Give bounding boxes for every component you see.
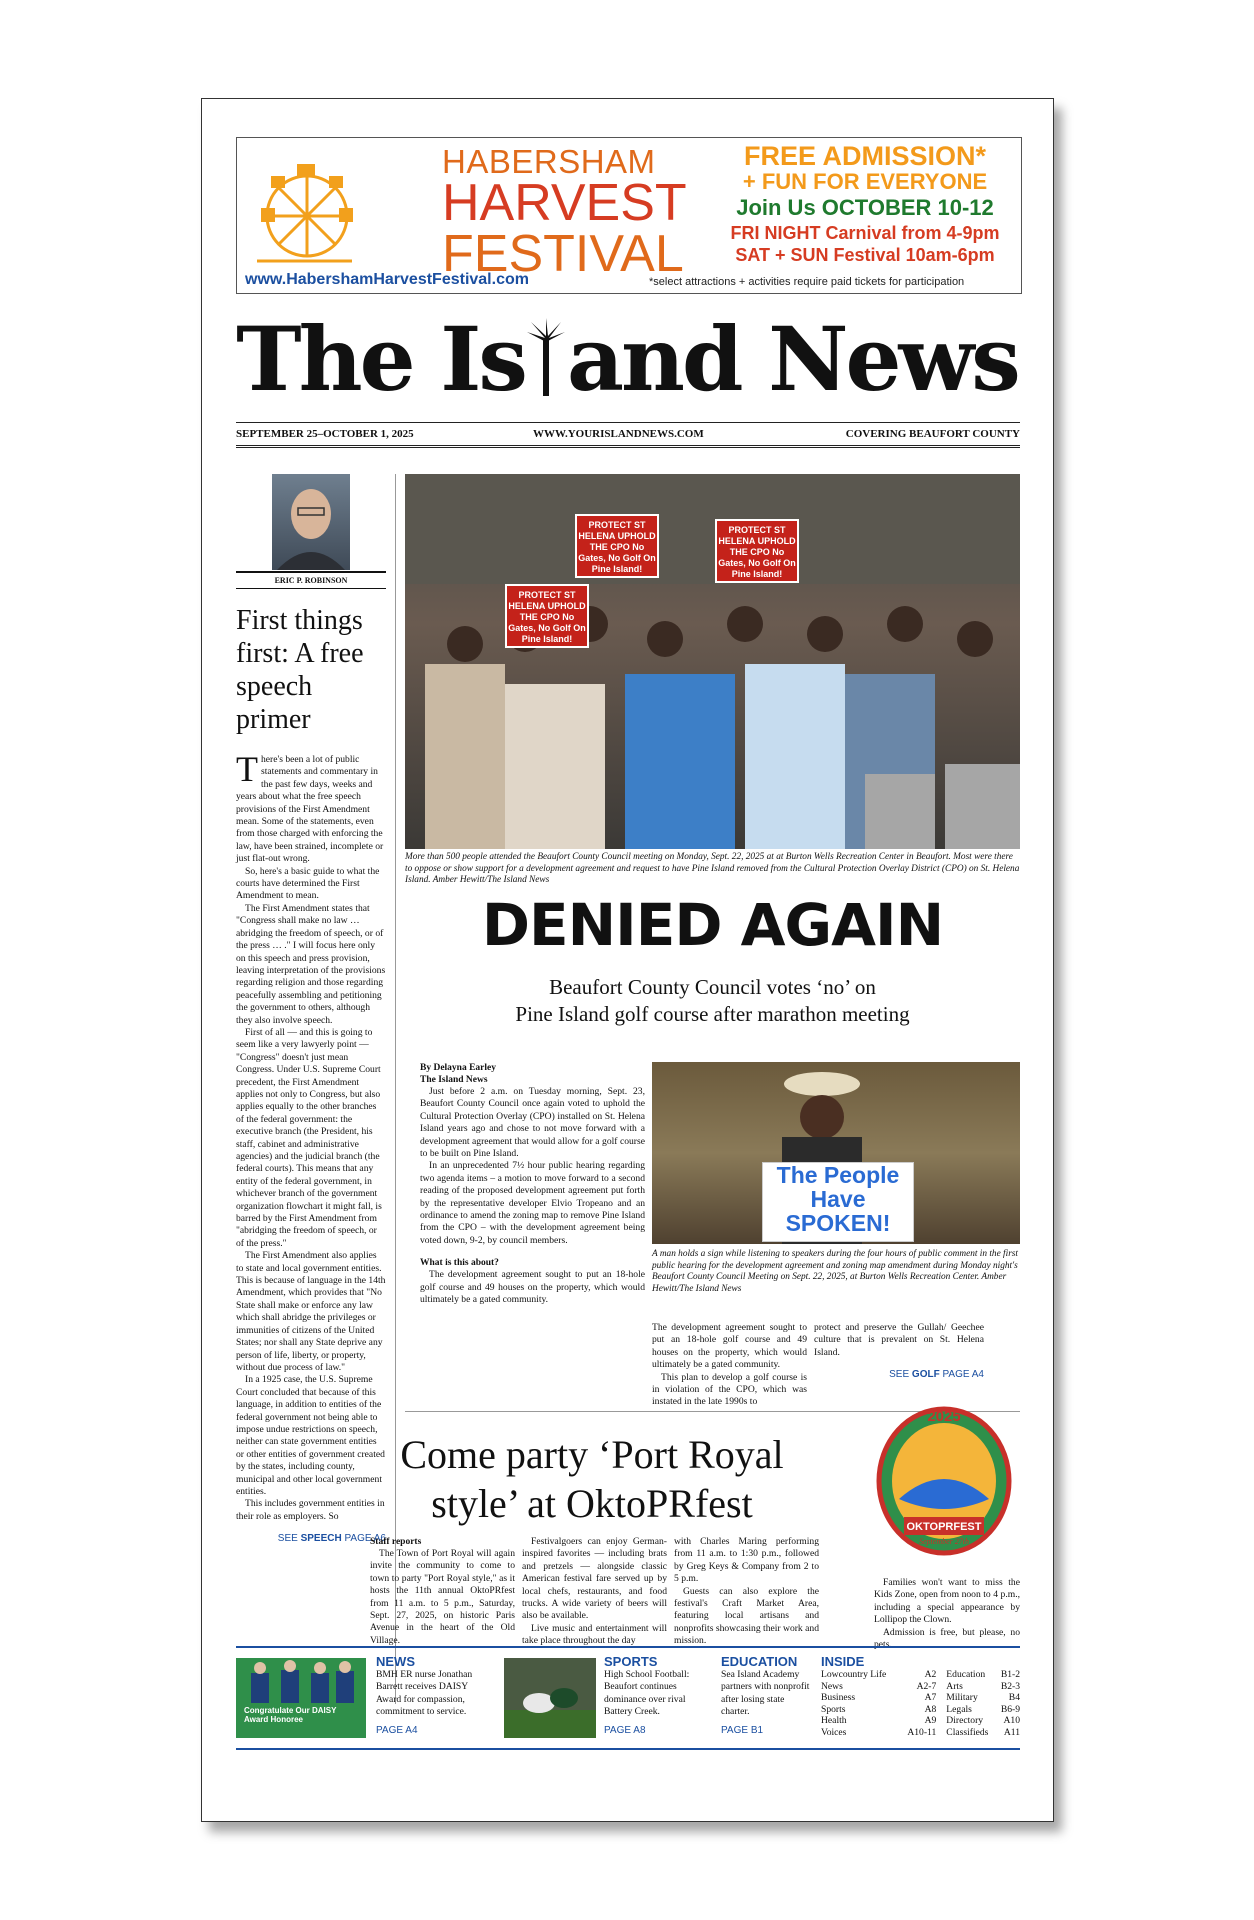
sign-text: SPOKEN!	[785, 1210, 891, 1236]
sign-photo[interactable]	[652, 1062, 1020, 1244]
inside-table	[821, 1669, 1020, 1738]
palmetto-tree-icon	[525, 318, 567, 396]
coverage-text: COVERING BEAUFORT COUNTY	[845, 428, 1020, 440]
column-paragraph: here's been a lot of public statements and commentary in the past few days, weeks and years about what the free speech provisions of the First Amendment mean. Some of the statements, even from those charged with enforcing the law, have been strained, incomplete or just flat-out wrong.	[236, 754, 384, 865]
education-heading: EDUCATION	[721, 1654, 798, 1669]
education-page-link[interactable]: PAGE B1	[721, 1724, 764, 1736]
award-group-icon	[236, 1658, 366, 1738]
sports-teaser[interactable]	[604, 1654, 714, 1736]
inside-section[interactable]: Arts	[946, 1680, 963, 1692]
inside-row	[821, 1704, 1020, 1716]
see-speech-link[interactable]: SEE SPEECH PAGE A6	[277, 1533, 386, 1545]
inside-index	[821, 1654, 1020, 1738]
story-paragraph: In an unprecedented 7½ hour public hearing regarding two agenda items – a motion to move forward to a second reading of the proposed development agreement put forth by the representative developer Elvio Tropeano and an ordinance to amend the zoning map to remove Pine Island from the CPO – with the development agreement being voted down, 9-2, by council members.	[420, 1160, 645, 1246]
inside-section[interactable]: Directory	[946, 1715, 984, 1726]
author-photo	[272, 474, 350, 570]
inside-page: B6-9	[1000, 1703, 1020, 1715]
inside-page: B4	[1008, 1692, 1020, 1703]
inside-row	[821, 1669, 1020, 1681]
weekend-hours-text: SAT + SUN Festival 10am-6pm	[735, 245, 995, 265]
masthead-title-part2: and News	[566, 307, 1018, 411]
story-paragraph: Just before 2 a.m. on Tuesday morning, Sept. 23, Beaufort County Council once again voted to uphold the Cultural Protection Overlay (CPO) installed on St. Helena Island years ago and chose to not move forward with a development agreement that would allow for a golf course to be built on Pine Island.	[420, 1086, 645, 1160]
inside-section[interactable]: Education	[946, 1669, 986, 1680]
fun-text: + FUN FOR EVERYONE	[742, 169, 988, 194]
column-paragraph: First of all — and this is going to seem like a very lawyerly point — "Congress" doesn't just mean Congress. Under U.S. Supreme Court precedent, the First Amendment applies not only to Congress, but also applies equally to the other branches of the federal government: the executive branch (the President, his staff, cabinet and administrative agencies) and the judicial branch (the federal courts). This means that any entity of the federal government, in whichever branch of the government organization flowchart it might fall, is barred by the First Amendment from "abridging the freedom of speech, or of the press."	[236, 1026, 382, 1249]
newspaper-front-page	[201, 98, 1054, 1822]
festival-url-link[interactable]: www.HabershamHarvestFestival.com	[245, 271, 529, 288]
inside-section[interactable]: Sports	[821, 1703, 846, 1715]
section-index-strip	[236, 1646, 1020, 1750]
story-subhead: What is this about?	[420, 1258, 499, 1269]
oktoprfest-col2	[522, 1536, 667, 1648]
news-teaser[interactable]	[376, 1654, 486, 1736]
festival-details	[715, 142, 1015, 266]
news-photo-banner: Congratulate Our DAISY Award Honoree	[244, 1706, 337, 1724]
column-body	[236, 749, 386, 1546]
byline-outlet: The Island News	[420, 1075, 488, 1085]
masthead-title	[232, 309, 1022, 409]
lead-subhead-line: Beaufort County Council votes ‘no’ on	[549, 975, 876, 999]
sign-photo-caption: A man holds a sign while listening to speakers during the four hours of public comment in the first public hearing for the development agreement and zoning map amendment during Monday night's Beaufort County Council Meeting on Sept. 22, 2025, at Burton Wells Recreation Center. Amber Hewitt/The Island News	[652, 1249, 1019, 1294]
festival-title	[442, 143, 687, 284]
column-paragraph: In a 1925 case, the U.S. Supreme Court concluded that because of this language, in addition to entities of the federal government not being able to impose undue restrictions on speech, neither can state government entities or other entities of government created by the states, including county, municipal and other local government entities.	[236, 1374, 385, 1497]
logo-name: OKTOPRFEST	[906, 1521, 982, 1533]
news-page-link[interactable]: PAGE A4	[376, 1724, 418, 1736]
inside-page: B1-2	[1000, 1669, 1020, 1680]
inside-section[interactable]: Business	[821, 1692, 856, 1703]
issue-date: SEPTEMBER 25–OCTOBER 1, 2025	[236, 428, 414, 440]
news-photo[interactable]	[236, 1658, 366, 1738]
education-teaser-text: Sea Island Academy partners with nonprofit after losing state charter.	[721, 1669, 810, 1718]
logo-date: September 27th	[919, 1537, 969, 1546]
logo-year: 2025	[927, 1408, 961, 1425]
author-name: ERIC P. ROBINSON	[236, 571, 386, 589]
oktoprfest-col3	[674, 1536, 819, 1648]
story-paragraph: Admission is free, but please, no pets.	[874, 1626, 1020, 1651]
inside-heading: INSIDE	[821, 1654, 865, 1669]
column-paragraph: This includes government entities in their role as employers. So	[236, 1498, 385, 1522]
people-have-spoken-sign	[762, 1162, 914, 1242]
sports-page-link[interactable]: PAGE A8	[604, 1724, 646, 1736]
website-link[interactable]: WWW.YOURISLANDNEWS.COM	[533, 428, 704, 440]
story-paragraph: The development agreement sought to put an 18-hole golf course and 49 houses on the property, which would ultimately be a gated community.	[652, 1322, 807, 1371]
inside-section[interactable]: Legals	[946, 1703, 972, 1715]
lead-subhead	[405, 974, 1020, 1028]
inside-row	[821, 1727, 1020, 1739]
lead-story-col3	[814, 1322, 984, 1382]
story-paragraph: Live music and entertainment will take place throughout the day	[522, 1622, 667, 1647]
inside-section[interactable]: Voices	[821, 1726, 847, 1738]
story-paragraph: The development agreement sought to put an 18-hole golf course and 49 houses on the property, which would ultimately be a gated community.	[420, 1269, 645, 1306]
festival-ad-banner[interactable]	[236, 137, 1022, 294]
inside-page: A2-7	[916, 1680, 937, 1692]
lead-story-col1	[420, 1062, 645, 1307]
inside-section[interactable]: Health	[821, 1715, 847, 1726]
inside-page: A10-11	[907, 1726, 937, 1738]
column-paragraph: The First Amendment also applies to state and local government entities. This is because of language in the 14th Amendment, which provides that "No State shall make or enforce any law which shall abridge the privileges or immunities of citizens of the United States; nor shall any State deprive any person of life, liberty, or property, without due process of law."	[236, 1250, 386, 1373]
inside-section[interactable]: News	[821, 1680, 843, 1692]
oktoprfest-headline[interactable]	[382, 1430, 802, 1528]
inside-row	[821, 1681, 1020, 1693]
author-portrait-icon	[272, 474, 350, 570]
story-paragraph: Guests can also explore the festival's Craft Market Area, featuring local artisans and nonprofits showcasing their work and mission.	[674, 1585, 819, 1647]
inside-page: B2-3	[1000, 1680, 1020, 1692]
inside-row	[821, 1692, 1020, 1704]
column-paragraph: The First Amendment states that "Congress shall make no law … abridging the freedom of speech, or of the press … ." I will focus here only on this speech and press provision, leaving interpretation of the provisions regarding religion and those regarding peacefully assembling and petitioning the government to others, although they also involve speech.	[236, 902, 386, 1026]
sports-heading: SPORTS	[604, 1654, 658, 1669]
crowd-illustration-icon	[405, 474, 1020, 849]
column-headline[interactable]: First things first: A free speech primer	[236, 605, 364, 735]
lead-photo-caption: More than 500 people attended the Beaufort County Council meeting on Monday, Sept. 22, 2025 at at Burton Wells Recreation Center in Beaufort. Most were there to oppose or show support for a development agreement and request to have Pine Island removed from the Cultural Protection Overlay District (CPO) on St. Helena Island. Amber Hewitt/The Island News	[405, 852, 1020, 885]
news-heading: NEWS	[376, 1654, 415, 1669]
sports-teaser-text: High School Football: Beaufort continues dominance over rival Battery Creek.	[604, 1669, 690, 1718]
oktoprfest-col4	[874, 1577, 1020, 1651]
ferris-wheel-logo-icon	[247, 146, 357, 266]
oktoprfest-logo-icon	[874, 1399, 1014, 1557]
news-teaser-text: BMH ER nurse Jonathan Barrett receives DAISY Award for compassion, commitment to service.	[376, 1669, 473, 1718]
protest-sign: PROTECT ST HELENA UPHOLD THE CPO No Gates, No Golf On Pine Island!	[505, 584, 589, 648]
inside-row	[821, 1715, 1020, 1727]
sports-photo[interactable]	[504, 1658, 596, 1738]
inside-page: A10	[1003, 1715, 1020, 1726]
festival-title-line2: HARVEST	[442, 174, 687, 233]
inside-page: A9	[924, 1715, 937, 1726]
masthead-title-part1: The Is	[236, 307, 525, 411]
oktoprfest-col1	[370, 1536, 515, 1647]
inside-page: A8	[924, 1703, 937, 1715]
free-admission-text: FREE ADMISSION*	[743, 141, 987, 171]
festival-title-line1: HABERSHAM	[442, 143, 656, 180]
lead-story-col2	[652, 1322, 807, 1409]
drop-cap: T	[236, 749, 258, 789]
story-paragraph: protect and preserve the Gullah/ Geechee culture that is prevalent on St. Helena Island.	[814, 1322, 984, 1358]
story-paragraph: with Charles Maring performing from 11 a.m. to 1:30 p.m., followed by Greg Keys & Company from 2 to 5 p.m.	[674, 1536, 819, 1585]
education-teaser[interactable]	[721, 1654, 811, 1736]
lead-subhead-line: Pine Island golf course after marathon meeting	[515, 1002, 910, 1026]
story-paragraph: This plan to develop a golf course is in violation of the CPO, which was instated in the late 1990s to	[652, 1371, 807, 1408]
oktoprfest-headline-line: style’ at OktoPRfest	[431, 1481, 753, 1526]
see-golf-link[interactable]: SEE GOLF PAGE A4	[889, 1369, 984, 1381]
lead-headline[interactable]: DENIED AGAIN	[481, 891, 944, 959]
byline-author: Staff reports	[370, 1537, 422, 1547]
protest-sign: PROTECT ST HELENA UPHOLD THE CPO No Gates, No Golf On Pine Island!	[715, 519, 799, 583]
inside-page: A2	[924, 1669, 937, 1680]
sign-text: Have	[810, 1186, 866, 1212]
column-paragraph: So, here's a basic guide to what the courts have determined the First Amendment to mean.	[236, 865, 380, 902]
football-players-icon	[504, 1658, 596, 1738]
story-paragraph: The Town of Port Royal will again invite the community to come to town to party "Port Royal style," as it hosts the 11th annual OktoPRfest from 11 a.m. to 5 p.m., Saturday, Sept. 27, 2025, on historic Paris Avenue in the heart of the Old Village.	[370, 1548, 515, 1646]
join-dates-text: Join Us OCTOBER 10-12	[736, 195, 994, 220]
inside-page: A7	[924, 1692, 937, 1703]
inside-section[interactable]: Military	[946, 1692, 978, 1703]
inside-section[interactable]: Lowcountry Life	[821, 1669, 887, 1680]
sign-text: The People	[776, 1162, 900, 1188]
festival-ticket-note: *select attractions + activities require paid tickets for participation	[649, 276, 965, 288]
dateline-bar	[236, 422, 1020, 448]
festival-title-line3: FESTIVAL	[442, 225, 684, 284]
protest-sign: PROTECT ST HELENA UPHOLD THE CPO No Gates, No Golf On Pine Island!	[575, 514, 659, 578]
inside-section[interactable]: Classifieds	[946, 1726, 989, 1738]
story-paragraph: Families won't want to miss the Kids Zone, open from noon to 4 p.m., including a special appearance by Lollipop the Clown.	[874, 1577, 1020, 1626]
lead-photo[interactable]	[405, 474, 1020, 849]
oktoprfest-headline-line: Come party ‘Port Royal	[400, 1432, 784, 1477]
byline-author: By Delayna Earley	[420, 1063, 496, 1073]
story-paragraph: Festivalgoers can enjoy German-inspired favorites — including brats and pretzels — alongside classic American festival fare served up by local chefs, restaurants, and food trucks. A wide variety of beers will also be available.	[522, 1536, 667, 1622]
inside-page: A11	[1003, 1726, 1020, 1738]
friday-hours-text: FRI NIGHT Carnival from 4-9pm	[730, 223, 1000, 243]
